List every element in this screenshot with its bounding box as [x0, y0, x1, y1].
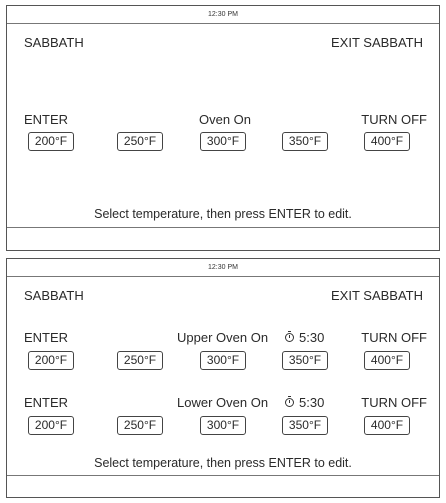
temp-250-button[interactable]: 250°F — [117, 132, 163, 151]
temp-300-button[interactable]: 300°F — [200, 132, 246, 151]
instruction-text: Select temperature, then press ENTER to edit. — [94, 456, 352, 470]
upper-oven-status-label: Upper Oven On — [177, 330, 269, 345]
lower-temp-200-button[interactable]: 200°F — [28, 416, 74, 435]
lower-timer-value: 5:30 — [299, 395, 325, 410]
lower-temp-400-button[interactable]: 400°F — [364, 416, 410, 435]
upper-temp-400-button[interactable]: 400°F — [364, 351, 410, 370]
upper-timer — [285, 330, 324, 345]
upper-temp-250-button[interactable]: 250°F — [117, 351, 163, 370]
upper-temp-300-button[interactable]: 300°F — [200, 351, 246, 370]
lower-temp-350-button[interactable]: 350°F — [282, 416, 328, 435]
enter-button[interactable]: ENTER — [24, 112, 69, 127]
timer-icon — [285, 398, 294, 407]
temp-350-button[interactable]: 350°F — [282, 132, 328, 151]
timer-icon — [285, 333, 294, 342]
upper-temp-200-button[interactable]: 200°F — [28, 351, 74, 370]
upper-temp-350-button[interactable]: 350°F — [282, 351, 328, 370]
sabbath-title: SABBATH — [24, 35, 84, 50]
turn-off-button[interactable]: TURN OFF — [361, 112, 427, 127]
lower-oven-status-label: Lower Oven On — [177, 395, 269, 410]
status-bar — [7, 6, 439, 24]
upper-timer-value: 5:30 — [299, 330, 325, 345]
lower-turn-off-button[interactable]: TURN OFF — [361, 395, 427, 410]
sabbath-screen-single-oven — [6, 5, 440, 251]
sabbath-screen-double-oven — [6, 258, 440, 498]
upper-enter-button[interactable]: ENTER — [24, 330, 69, 345]
temp-400-button[interactable]: 400°F — [364, 132, 410, 151]
lower-enter-button[interactable]: ENTER — [24, 395, 69, 410]
sabbath-title: SABBATH — [24, 288, 84, 303]
upper-turn-off-button[interactable]: TURN OFF — [361, 330, 427, 345]
temp-200-button[interactable]: 200°F — [28, 132, 74, 151]
footer-bar — [7, 475, 439, 494]
lower-timer — [285, 395, 324, 410]
status-bar — [7, 259, 439, 277]
exit-sabbath-button[interactable]: EXIT SABBATH — [331, 35, 423, 50]
lower-temp-250-button[interactable]: 250°F — [117, 416, 163, 435]
exit-sabbath-button[interactable]: EXIT SABBATH — [331, 288, 423, 303]
lower-temp-300-button[interactable]: 300°F — [200, 416, 246, 435]
footer-bar — [7, 227, 439, 246]
clock-time: 12:30 PM — [208, 11, 238, 18]
instruction-text: Select temperature, then press ENTER to edit. — [94, 207, 352, 221]
clock-time: 12:30 PM — [208, 264, 238, 271]
oven-status-label: Oven On — [199, 112, 252, 127]
